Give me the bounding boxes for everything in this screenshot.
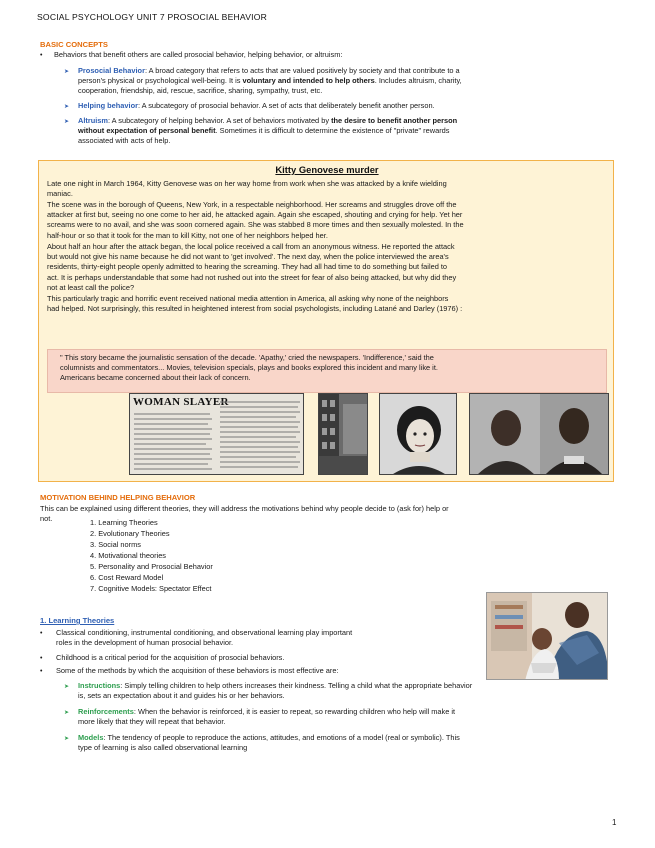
motivation-heading: MOTIVATION BEHIND HELPING BEHAVIOR: [40, 493, 196, 502]
list-item: 5. Personality and Prosocial Behavior: [90, 562, 213, 571]
arrow-bullet-icon: ➤: [64, 736, 70, 742]
reinforcements-item: Reinforcements: When the behavior is reinforced, it is easier to repeat, so rewarding children who help will make it more likely that they will repeat that behavior.: [78, 707, 456, 727]
mugshots-graphic: [470, 394, 609, 475]
helping-definition: Helping behavior: A subcategory of prosocial behavior. A set of acts that deliberately benefit another person.: [78, 101, 435, 110]
kitty-title: Kitty Genovese murder: [275, 164, 379, 175]
father-child-graphic: [487, 593, 608, 680]
arrow-bullet-icon: ➤: [64, 119, 70, 125]
bullet-dot: •: [40, 52, 43, 59]
mugshot-photos-image: [469, 393, 609, 475]
models-item: Models: The tendency of people to reproduce the actions, attitudes, and emotions of a model (real or symbolic). This type of learning is also called observational learning: [78, 733, 460, 753]
list-item: 4. Motivational theories: [90, 551, 166, 560]
basic-concepts-heading: BASIC CONCEPTS: [40, 40, 108, 49]
page-header: SOCIAL PSYCHOLOGY UNIT 7 PROSOCIAL BEHAVIOR: [37, 12, 268, 22]
kitty-paragraph-2: The scene was in the borough of Queens, New York, in a respectable neighborhood. Her screams and struggles drove off the attacker at first but, seeing no one come to her aid, he attacked again. Again she escaped, shouting and crying for help. Yet her screams were to no avail, and she was soon cornered again. She was stabbed 8 more times and then sexually molested. In the half-hour or so that it took for the man to kill Kitty, not one of her neighbors helped her.: [47, 200, 464, 240]
prosocial-definition: Prosocial Behavior: A broad category that refers to acts that are valued positively by society and that contribute to a person's physical or psychological well-being. It is voluntary and intended to help others. Includes altruism, charity, cooperation, friendship, aid, rescue, sacrifice, sharing, sympathy, trust, etc.: [78, 66, 462, 96]
kitty-paragraph-1: Late one night in March 1964, Kitty Genovese was on her way home from work when she was attacked by a knife wielding maniac.: [47, 179, 447, 199]
kitty-paragraph-4: This particularly tragic and horrific event received national media attention in America, all asking why none of the neighbors had helped. Not surprisingly, this resulted in heightened interest from social psychologists, including Latané and Darley (1976) :: [47, 294, 463, 314]
learning-bullet-3: Some of the methods by which the acquisition of these behaviors is most effective are:: [56, 666, 339, 675]
bullet-dot: •: [40, 655, 43, 662]
kitty-paragraph-3: About half an hour after the attack began, the local police received a call from an anonymous witness. He reported the attack but would not give his name because he did not want to 'get involved'. The next day, when the police interviewed the area's residents, thirty-eight people openly admitted to hearing the screaming. They had all had time to do something but failed to act. It is perhaps understandable that some had not rushed out into the street for fear of also being attacked, but why did they not at least call the police?: [47, 242, 457, 292]
arrow-bullet-icon: ➤: [64, 69, 70, 75]
altruism-definition: Altruism: A subcategory of helping behavior. A set of behaviors motivated by the desire to benefit another person without expectation of personal benefit. Sometimes it is difficult to determine the existence of "private" rewards associated with acts of help.: [78, 116, 458, 146]
motivation-intro: This can be explained using different theories, they will address the motivations behind why people decide to (ask for) help or not.: [40, 504, 449, 524]
page-number: 1: [612, 818, 617, 827]
newspaper-columns-graphic: [130, 394, 304, 475]
list-item: 3. Social norms: [90, 540, 141, 549]
list-item: 1. Learning Theories: [90, 518, 158, 527]
newspaper-clipping-image: [129, 393, 304, 475]
basic-intro: Behaviors that benefit others are called prosocial behavior, helping behavior, or altruism:: [54, 50, 343, 59]
learning-bullet-1: Classical conditioning, instrumental conditioning, and observational learning play important roles in the development of human prosocial behavior.: [56, 628, 353, 648]
list-item: 2. Evolutionary Theories: [90, 529, 170, 538]
father-child-photo-image: [486, 592, 608, 680]
street-scene-graphic: [319, 394, 368, 475]
kitty-genovese-box: [38, 160, 614, 482]
newspaper-headline: WOMAN SLAYER: [133, 396, 229, 408]
bullet-dot: •: [40, 668, 43, 675]
street-photo-image: [318, 393, 368, 475]
latane-darley-quote: " This story became the journalistic sensation of the decade. 'Apathy,' cried the newspapers. 'Indifference,' said the columnists and commentators... Movies, television specials, plays and books explored this incident and many like it. Americans became concerned about their lack of concern.: [47, 349, 607, 393]
kitty-portrait-image: [379, 393, 457, 475]
instructions-item: Instructions: Simply telling children to help others increases their kindness. Telling a child what the appropriate behavior is, sets an expectation about it and guides his or her behaviors.: [78, 681, 473, 701]
arrow-bullet-icon: ➤: [64, 684, 70, 690]
bullet-dot: •: [40, 630, 43, 637]
portrait-graphic: [380, 394, 457, 475]
list-item: 7. Cognitive Models: Spectator Effect: [90, 584, 212, 593]
arrow-bullet-icon: ➤: [64, 710, 70, 716]
learning-bullet-2: Childhood is a critical period for the acquisition of prosocial behaviors.: [56, 653, 285, 662]
list-item: 6. Cost Reward Model: [90, 573, 164, 582]
prosocial-term: Prosocial Behavior: [78, 66, 145, 75]
theory-list: [90, 517, 213, 594]
learning-theories-heading: 1. Learning Theories: [40, 616, 115, 625]
arrow-bullet-icon: ➤: [64, 104, 70, 110]
